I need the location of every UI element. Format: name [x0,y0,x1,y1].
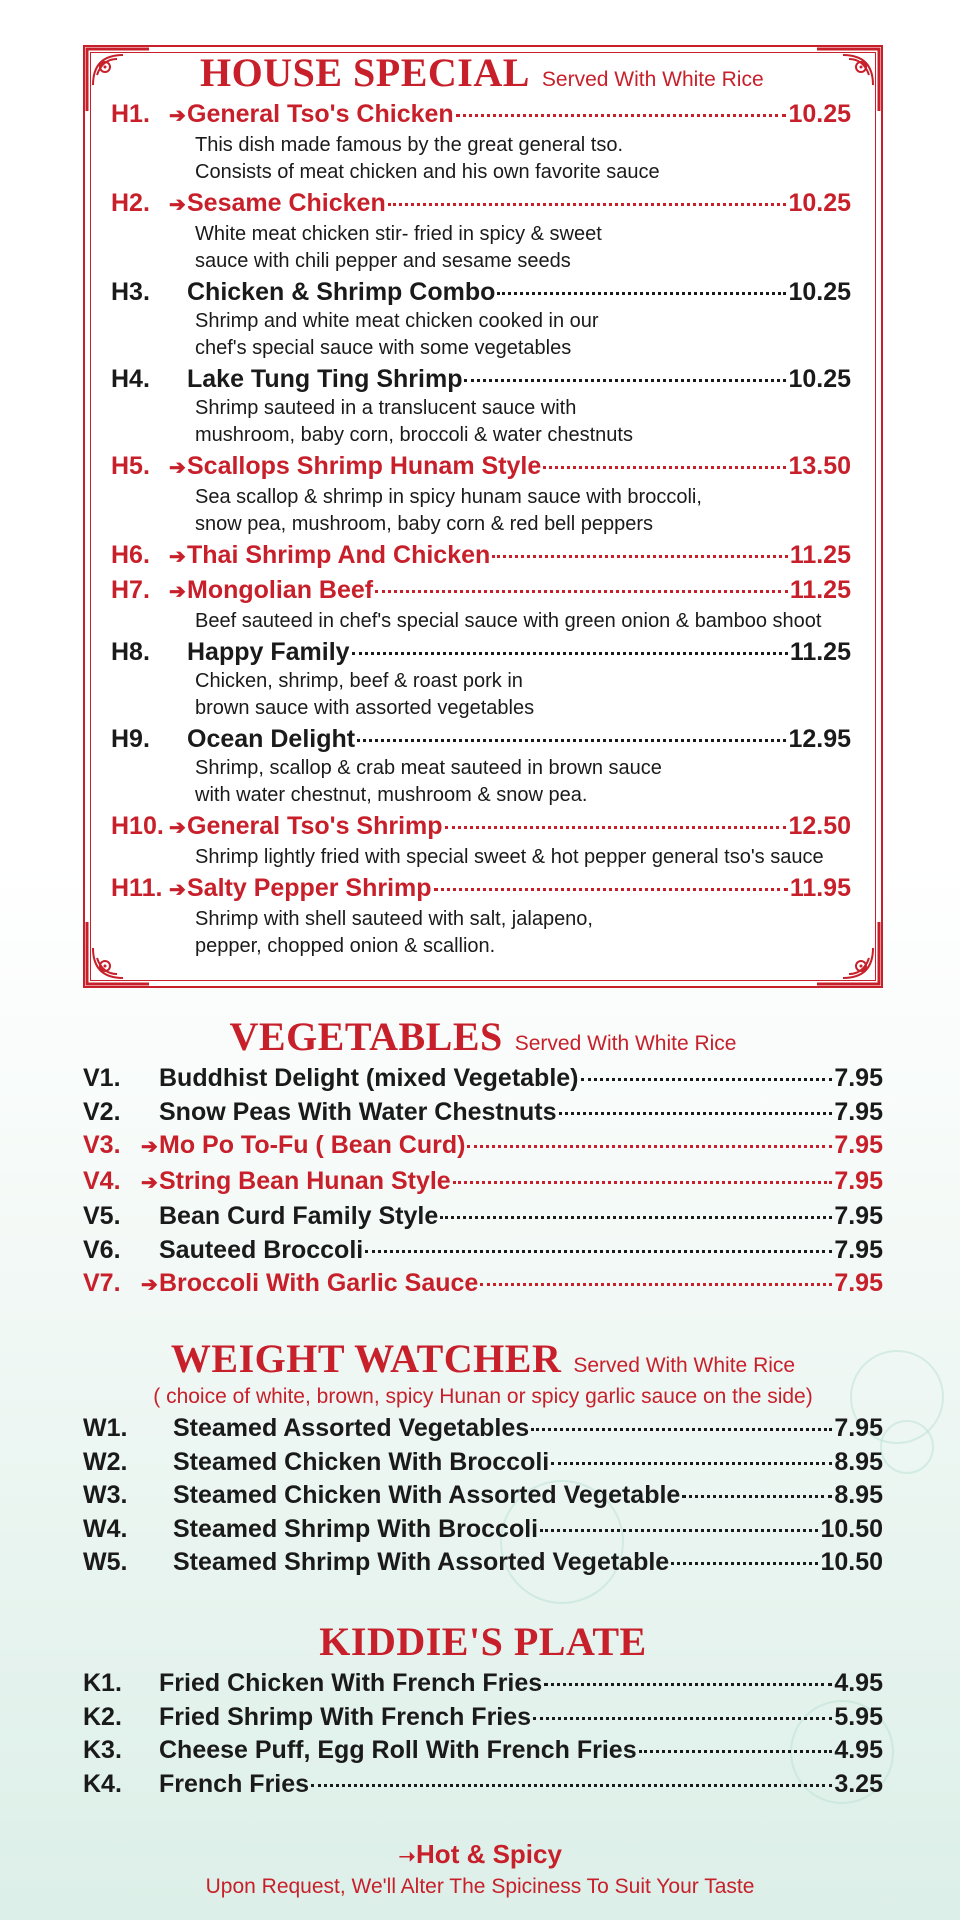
item-name: Cheese Puff, Egg Roll With French Fries [159,1736,637,1764]
menu-item-row [83,1096,883,1130]
item-price: 10.25 [788,278,851,306]
item-code: V3. [83,1131,121,1159]
item-name: Chicken & Shrimp Combo [187,278,496,306]
item-price: 7.95 [834,1269,883,1297]
dot-leader [352,652,788,655]
menu-item-row [111,575,851,608]
menu-item-row [83,1234,883,1268]
dot-leader [533,1717,832,1720]
item-code: H1. [111,100,150,128]
dot-leader [671,1562,818,1565]
item-description: Beef sauteed in chef's special sauce with green onion & bamboo shoot [195,610,822,632]
section-subtitle: Served With White Rice [514,1032,737,1055]
menu-item [111,575,851,635]
pepper-icon: ➔ [169,457,186,479]
item-name: General Tso's Shrimp [187,812,443,840]
section-subtitle: Served With White Rice [541,68,764,91]
menu-item-row [83,1701,883,1735]
item-price: 7.95 [834,1131,883,1159]
item-price: 3.25 [834,1769,883,1798]
dot-leader [445,826,787,829]
dot-leader [551,1462,832,1465]
item-name: Mo Po To-Fu ( Bean Curd) [159,1131,466,1159]
menu-item-row [111,277,851,308]
item-code: H3. [111,278,150,306]
section-subtitle: Served With White Rice [573,1354,796,1377]
menu-item-row [111,451,851,484]
item-price: 8.95 [834,1481,883,1509]
menu-item [111,724,851,809]
item-price: 7.95 [834,1235,883,1264]
menu-item-row [83,1267,883,1303]
item-price: 5.95 [834,1702,883,1731]
weight-watcher-section [83,1335,883,1580]
dot-leader [357,739,786,742]
menu-item-row [83,1200,883,1234]
house-special-section [83,45,883,988]
weight-watcher-note: ( choice of white, brown, spicy Hunan or spicy garlic sauce on the side) [153,1385,813,1408]
item-price: 11.25 [789,576,851,604]
item-code: W5. [83,1548,128,1576]
dot-leader [440,1216,832,1219]
item-code: V4. [83,1166,121,1195]
menu-item-row [111,873,851,906]
item-name: Sesame Chicken [187,189,386,217]
item-name: Scallops Shrimp Hunam Style [187,452,542,480]
dot-leader [453,1181,833,1184]
item-description: Shrimp with shell sauteed with salt, jalapeno, pepper, chopped onion & scallion. [195,908,593,957]
item-code: K4. [83,1769,122,1798]
dot-leader [544,1683,832,1686]
weight-watcher-header [171,1335,795,1382]
item-price: 11.25 [789,638,851,666]
dot-leader [581,1078,833,1081]
pepper-icon: ➔ [169,817,186,839]
item-price: 8.95 [834,1447,883,1476]
item-name: Mongolian Beef [187,576,374,604]
vegetables-header [230,1013,737,1060]
item-name: Salty Pepper Shrimp [187,874,432,902]
vegetables-section [83,1013,883,1303]
menu-item-row [83,1446,883,1480]
item-name: Fried Chicken With French Fries [159,1669,543,1697]
item-name: Sauteed Broccoli [159,1235,364,1264]
pepper-icon: ➔ [169,105,186,127]
item-description: White meat chicken stir- fried in spicy & sweet sauce with chili pepper and sesame seeds [195,223,602,272]
item-description: Shrimp and white meat chicken cooked in our chef's special sauce with some vegetables [195,310,599,359]
item-code: H5. [111,452,150,480]
item-code: H10. [111,812,164,840]
item-name: Steamed Chicken With Assorted Vegetable [173,1481,681,1509]
kiddies-plate-section [83,1618,883,1801]
item-code: W1. [83,1414,128,1442]
dot-leader [682,1495,832,1498]
pepper-icon: ➔ [141,1274,158,1296]
item-name: Lake Tung Ting Shrimp [187,365,463,393]
item-name: Snow Peas With Water Chestnuts [159,1097,557,1126]
dot-leader [497,292,786,295]
menu-item-row [83,1768,883,1802]
item-name: Thai Shrimp And Chicken [187,541,491,569]
dot-leader [365,1250,832,1253]
item-price: 11.95 [789,874,851,902]
section-title: VEGETABLES [229,1014,503,1059]
item-price: 13.50 [788,452,851,480]
menu-item-row [83,1129,883,1165]
menu-item-row [83,1479,883,1513]
item-name: Steamed Shrimp With Broccoli [173,1514,539,1543]
item-price: 7.95 [834,1414,883,1442]
decorative-flower [880,1420,934,1474]
item-price: 12.95 [788,725,851,753]
item-code: V5. [83,1202,121,1230]
menu-item-row [111,540,851,573]
menu-item-row [111,364,851,395]
menu-item [111,188,851,275]
house-special-list [111,99,851,962]
menu-item-row [111,637,851,668]
item-code: H9. [111,725,150,753]
item-code: V2. [83,1097,121,1126]
menu-item [111,277,851,362]
item-code: H7. [111,576,150,604]
item-code: H8. [111,638,150,666]
dot-leader [311,1784,832,1787]
item-description: This dish made famous by the great general tso. Consists of meat chicken and his own favorite sauce [195,134,660,183]
dot-leader [375,590,788,593]
dot-leader [492,555,788,558]
menu-item-row [83,1412,883,1446]
item-code: H4. [111,365,150,393]
item-name: Broccoli With Garlic Sauce [159,1269,479,1297]
pepper-icon: ➔ [169,194,186,216]
section-title: HOUSE SPECIAL [200,50,530,95]
menu-item [111,811,851,871]
dot-leader [531,1428,832,1431]
dot-leader [543,466,786,469]
kiddies-plate-list [83,1667,883,1801]
item-name: String Bean Hunan Style [159,1166,451,1195]
item-name: Buddhist Delight (mixed Vegetable) [159,1064,579,1092]
item-price: 10.25 [788,189,851,217]
item-price: 10.50 [820,1514,883,1543]
item-name: General Tso's Chicken [187,100,454,128]
item-price: 10.50 [820,1548,883,1576]
dot-leader [456,114,787,117]
menu-item [111,451,851,538]
weight-watcher-list [83,1412,883,1580]
item-name: Steamed Chicken With Broccoli [173,1447,550,1476]
pepper-icon: ➝ [398,1846,416,1868]
item-name: Steamed Assorted Vegetables [173,1414,530,1442]
pepper-icon: ➔ [169,581,186,603]
item-price: 4.95 [834,1736,883,1764]
menu-item-row [83,1546,883,1580]
dot-leader [467,1145,832,1148]
dot-leader [480,1283,832,1286]
item-price: 12.50 [788,812,851,840]
item-code: H11. [111,874,163,902]
house-special-header [200,49,764,96]
item-code: H2. [111,189,150,217]
item-code: K3. [83,1736,122,1764]
menu-item-row [83,1734,883,1768]
item-code: V6. [83,1235,121,1264]
dot-leader [540,1529,818,1532]
menu-item-row [83,1513,883,1547]
item-description: Shrimp lightly fried with special sweet & hot pepper general tso's sauce [195,846,824,868]
menu-item [111,99,851,186]
item-price: 7.95 [834,1202,883,1230]
menu-item [111,364,851,449]
menu-item-row [83,1062,883,1096]
item-code: W2. [83,1447,128,1476]
section-title: WEIGHT WATCHER [170,1336,562,1381]
item-price: 10.25 [788,365,851,393]
item-code: H6. [111,541,150,569]
item-code: K2. [83,1702,122,1731]
section-title: KIDDIE'S PLATE [319,1619,647,1664]
pepper-icon: ➔ [141,1171,158,1194]
item-name: Happy Family [187,638,350,666]
hot-spicy-label: Hot & Spicy [416,1839,562,1869]
item-name: French Fries [159,1769,310,1798]
item-price: 7.95 [834,1097,883,1126]
item-description: Shrimp sauteed in a translucent sauce with mushroom, baby corn, broccoli & water chestnuts [195,397,633,446]
item-code: W3. [83,1481,128,1509]
menu-item-row [83,1667,883,1701]
dot-leader [559,1112,833,1115]
item-code: V7. [83,1269,121,1297]
pepper-icon: ➔ [169,546,186,568]
item-description: Sea scallop & shrimp in spicy hunam sauce with broccoli, snow pea, mushroom, baby corn & red bell peppers [195,486,702,535]
menu-item [111,637,851,722]
item-price: 7.95 [834,1064,883,1092]
menu-item-row [111,724,851,755]
item-name: Ocean Delight [187,725,356,753]
dot-leader [464,379,786,382]
item-name: Bean Curd Family Style [159,1202,439,1230]
pepper-icon: ➔ [141,1136,158,1158]
kiddies-plate-header [319,1618,646,1665]
item-price: 10.25 [788,100,851,128]
pepper-icon: ➔ [169,879,186,901]
item-price: 11.25 [789,541,851,569]
item-name: Fried Shrimp With French Fries [159,1702,532,1731]
vegetables-list [83,1062,883,1303]
dot-leader [639,1750,833,1753]
menu-item-row [111,99,851,132]
item-code: V1. [83,1064,121,1092]
menu-item-row [83,1165,883,1201]
menu-item-row [111,188,851,221]
item-price: 7.95 [834,1166,883,1195]
item-code: W4. [83,1514,128,1543]
spicy-note: Upon Request, We'll Alter The Spiciness To Suit Your Taste [205,1875,755,1898]
menu-item [111,873,851,960]
item-price: 4.95 [834,1669,883,1697]
menu-item-row [111,811,851,844]
spicy-legend [0,1838,960,1901]
item-name: Steamed Shrimp With Assorted Vegetable [173,1548,670,1576]
dot-leader [388,203,787,206]
item-code: K1. [83,1669,122,1697]
item-description: Chicken, shrimp, beef & roast pork in brown sauce with assorted vegetables [195,670,535,719]
menu-item [111,540,851,573]
item-description: Shrimp, scallop & crab meat sauteed in brown sauce with water chestnut, mushroom & snow pea. [195,757,662,806]
dot-leader [434,888,788,891]
